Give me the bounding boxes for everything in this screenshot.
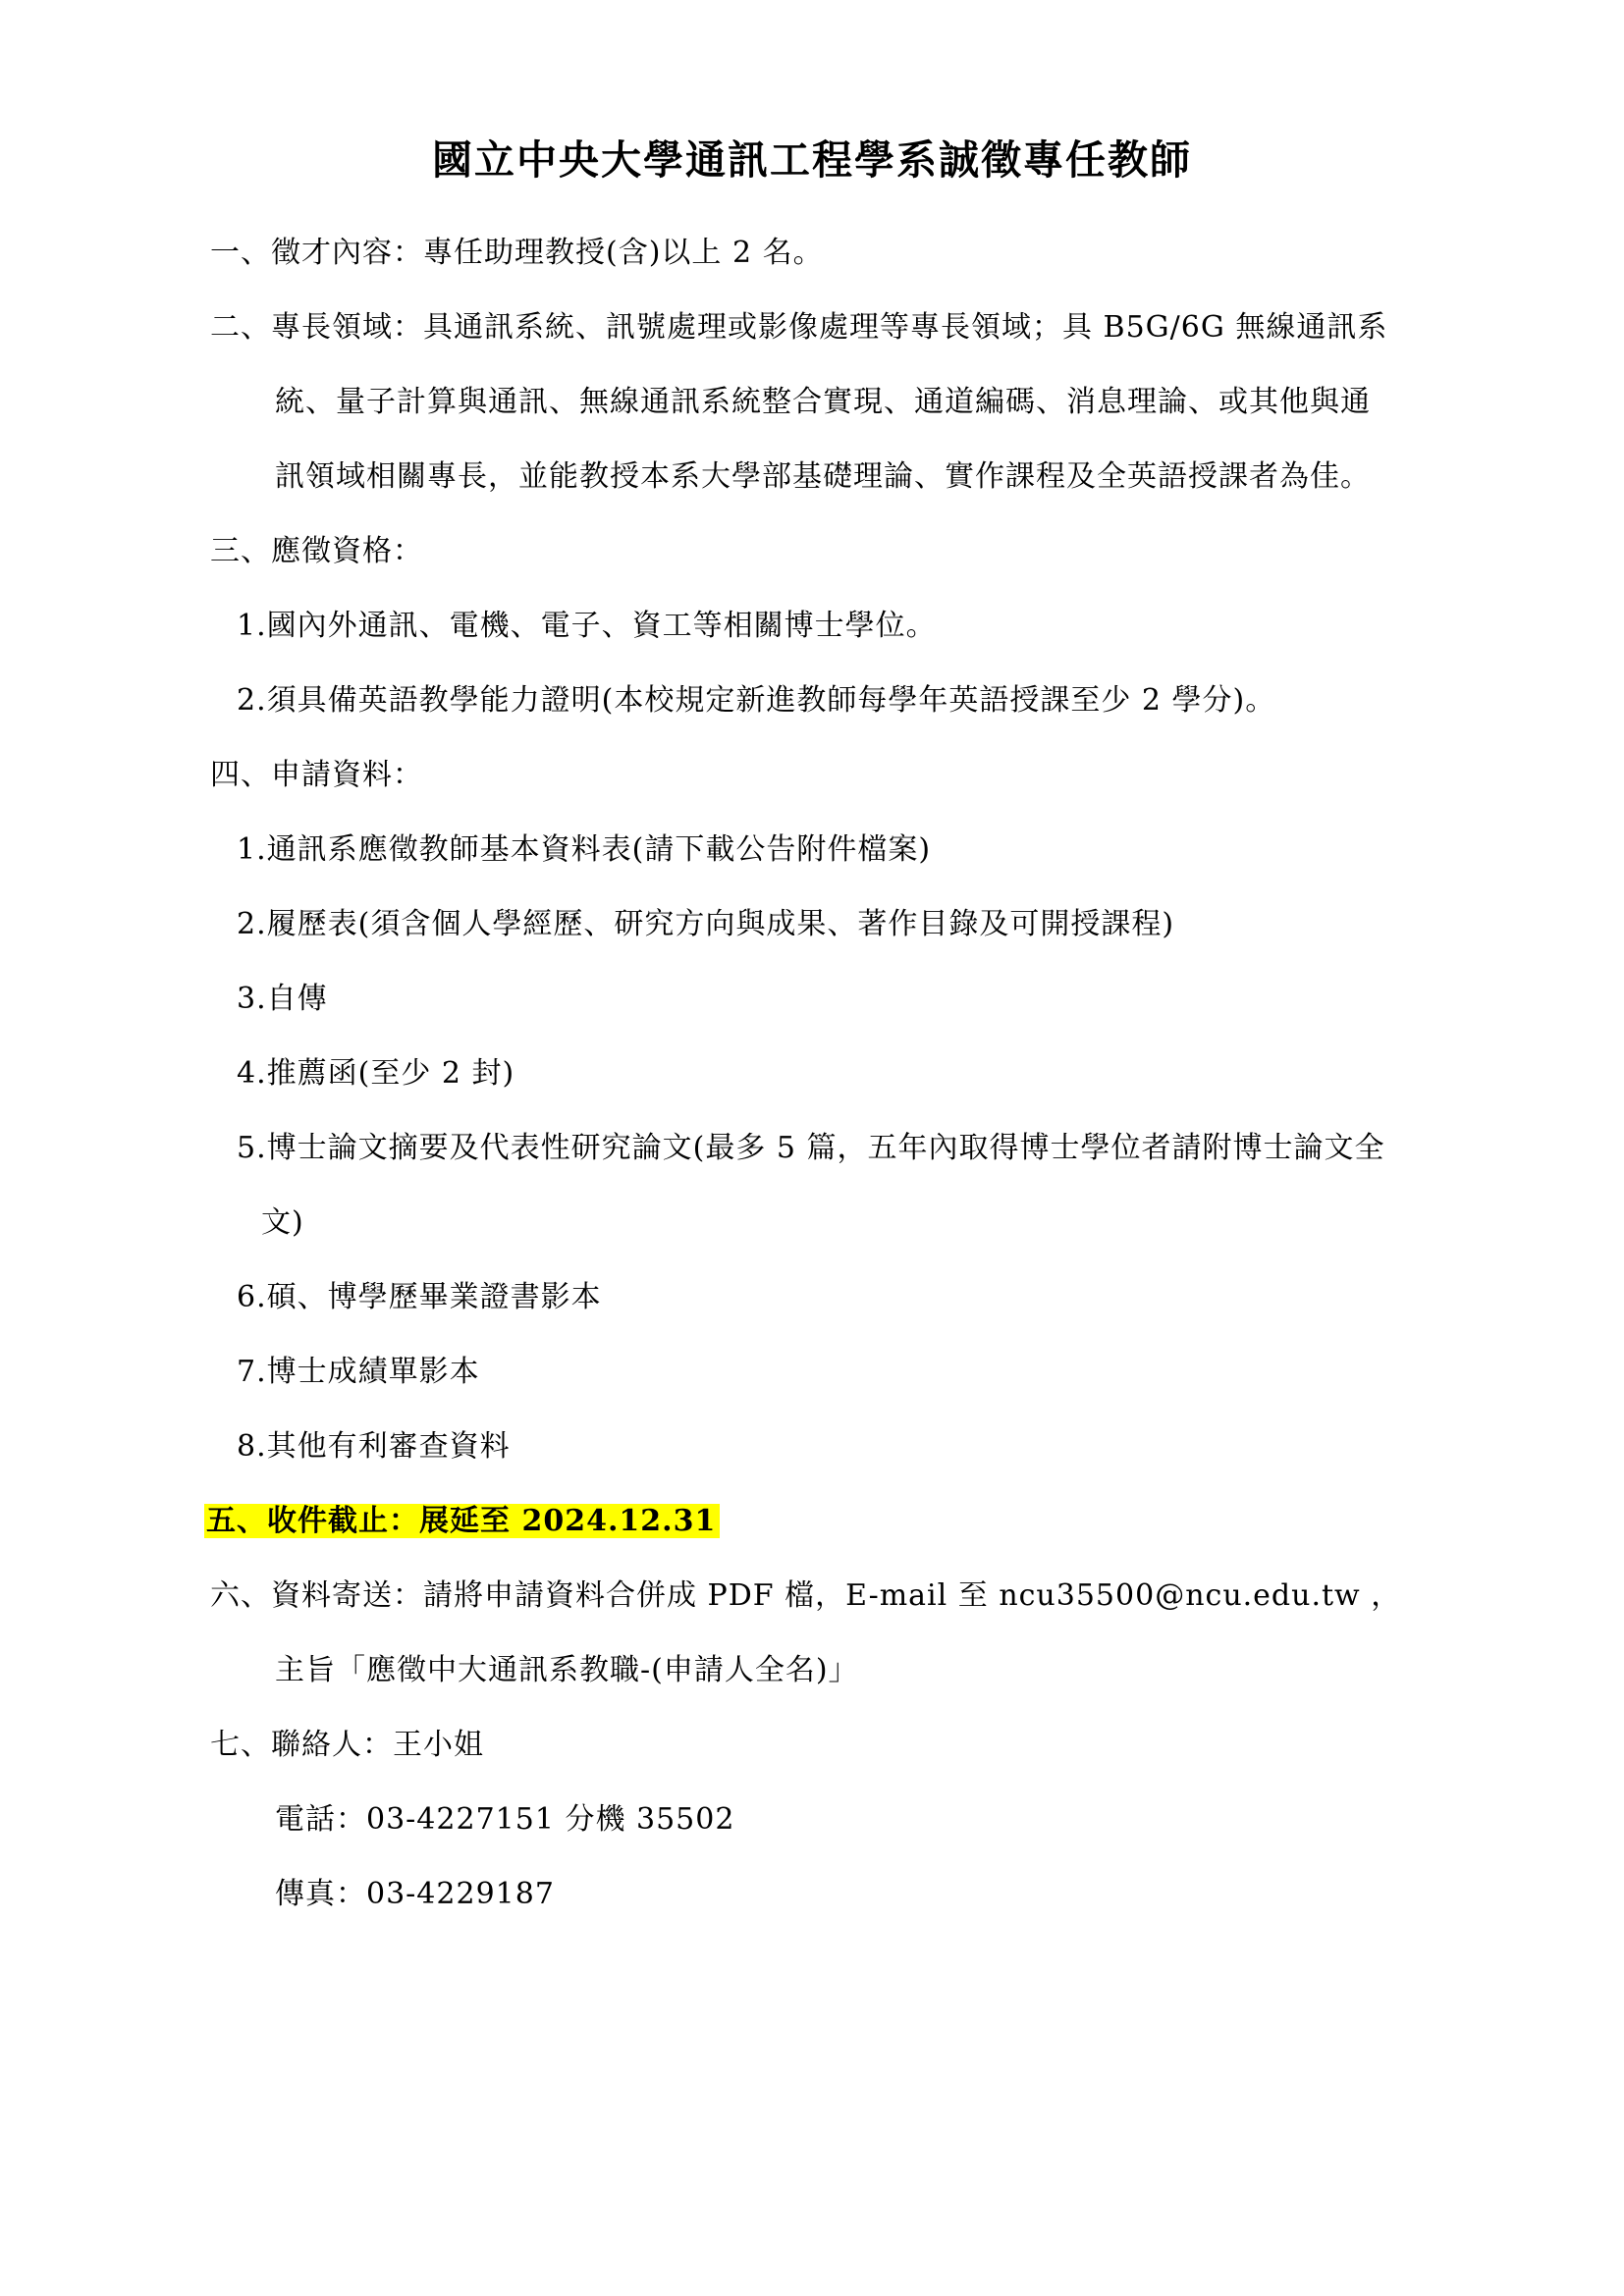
section-deadline bbox=[204, 1500, 720, 1543]
contact-phone: 電話：03-4227151 分機 35502 bbox=[275, 1802, 735, 1837]
deadline-highlight: 五、收件截止：展延至 2024.12.31 bbox=[204, 1504, 720, 1538]
section-submission-line-1: 六、資料寄送：請將申請資料合併成 PDF 檔，E-mail 至 ncu35500@ncu.edu.tw ， bbox=[210, 1578, 1402, 1613]
section-specialty-line-3: 訊領域相關專長，並能教授本系大學部基礎理論、實作課程及全英語授課者為佳。 bbox=[275, 459, 1371, 494]
section-recruitment-content: 一、徵才內容：專任助理教授(含)以上 2 名。 bbox=[210, 236, 824, 270]
qualification-item-2: 2.須具備英語教學能力證明(本校規定新進教師每學年英語授課至少 2 學分)。 bbox=[237, 683, 1276, 718]
application-item-1: 1.通訊系應徵教師基本資料表(請下載公告附件檔案) bbox=[237, 832, 932, 867]
application-item-3: 3.自傳 bbox=[237, 982, 328, 1016]
contact-fax: 傳真：03-4229187 bbox=[275, 1877, 555, 1911]
application-item-7: 7.博士成績單影本 bbox=[237, 1355, 480, 1389]
application-item-8: 8.其他有利審查資料 bbox=[237, 1429, 511, 1464]
qualification-item-1: 1.國內外通訊、電機、電子、資工等相關博士學位。 bbox=[237, 609, 937, 643]
section-application-heading: 四、申請資料： bbox=[210, 758, 423, 792]
section-submission-subject: 主旨「應徵中大通訊系教職-(申請人全名)」 bbox=[275, 1653, 859, 1687]
application-item-2: 2.履歷表(須含個人學經歷、研究方向與成果、著作目錄及可開授課程) bbox=[237, 907, 1175, 941]
section-contact-heading: 七、聯絡人：王小姐 bbox=[210, 1728, 484, 1762]
application-item-4: 4.推薦函(至少 2 封) bbox=[237, 1056, 515, 1091]
application-item-5-line-2: 文) bbox=[261, 1205, 304, 1240]
page-title: 國立中央大學通訊工程學系誠徵專任教師 bbox=[432, 136, 1192, 184]
application-item-5-line-1: 5.博士論文摘要及代表性研究論文(最多 5 篇，五年內取得博士學位者請附博士論文全 bbox=[237, 1131, 1385, 1165]
application-item-6: 6.碩、博學歷畢業證書影本 bbox=[237, 1280, 602, 1314]
section-qualifications-heading: 三、應徵資格： bbox=[210, 534, 423, 568]
section-specialty-line-2: 統、量子計算與通訊、無線通訊系統整合實現、通道編碼、消息理論、或其他與通 bbox=[275, 385, 1371, 419]
section-specialty-line-1: 二、專長領域：具通訊系統、訊號處理或影像處理等專長領域；具 B5G/6G 無線通訊系 bbox=[210, 310, 1388, 345]
